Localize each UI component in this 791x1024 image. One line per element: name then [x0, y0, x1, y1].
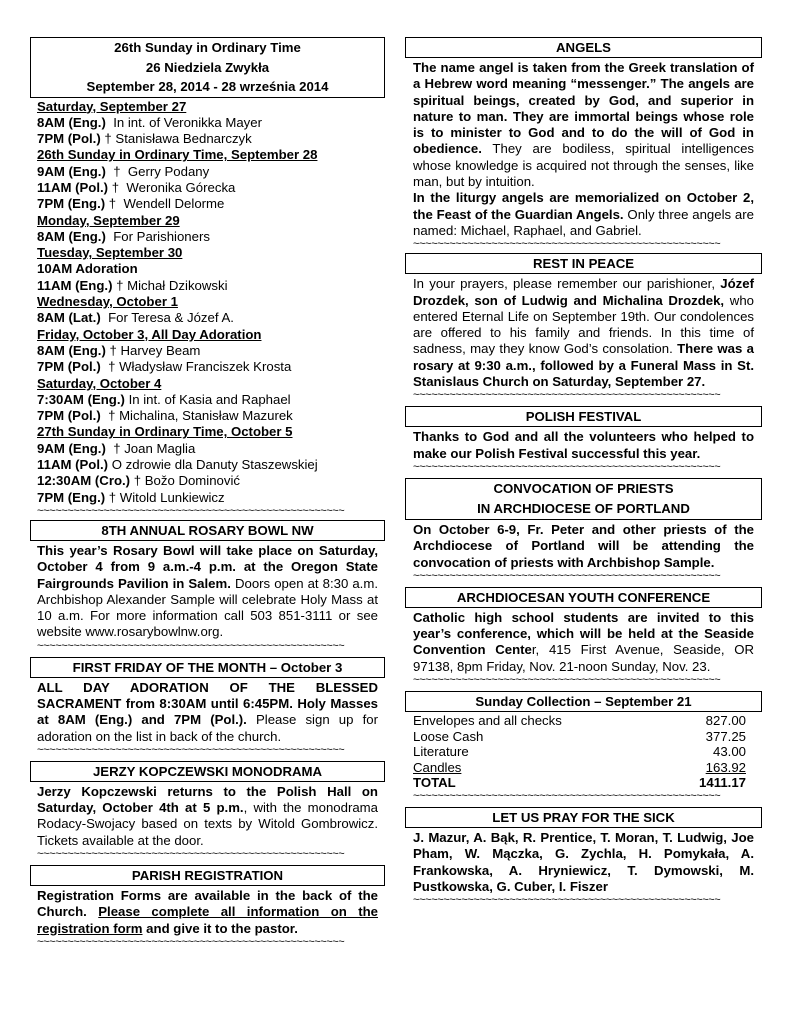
schedule-mass-entry	[37, 457, 385, 473]
schedule-mass-entry	[37, 229, 385, 245]
schedule-mass-time: 7PM (Eng.)	[37, 489, 106, 505]
schedule-day-text: 27th Sunday in Ordinary Time, October 5	[37, 424, 293, 440]
schedule-mass-time: 8AM (Eng.)	[37, 228, 106, 244]
collection-total-row	[413, 775, 754, 791]
collection-row-label: Loose Cash	[413, 728, 484, 744]
collection-table	[405, 712, 762, 791]
angels-body-2: Only three angels are named: Michael, Raphael, and Gabriel.	[413, 206, 754, 238]
schedule-mass-entry	[37, 278, 385, 294]
angels-heading: ANGELS	[405, 37, 762, 58]
schedule-mass-entry	[37, 115, 385, 131]
angels-bold: The name angel is taken from the Greek translation of a Hebrew word meaning “messenger.” The angels are spiritual beings, created by God, and superior in nature to man. They are immortal beings whose role is to minister to God and to do the will of God in obedience.	[413, 60, 754, 157]
convocation-heading	[405, 478, 762, 520]
schedule-mass-intention: For Teresa & Józef A.	[100, 310, 234, 326]
separator: ~~~~~~~~~~~~~~~~~~~~~~~~~~~~~~~~~~~~~~~~~~~~~~~~~~~	[413, 570, 721, 582]
registration-underlined: Please complete all information on the registration form	[37, 904, 379, 936]
schedule-mass-intention: O zdrowie dla Danuty Staszewskiej	[108, 457, 318, 473]
schedule-mass-intention: † Witold Lunkiewicz	[105, 489, 225, 505]
schedule-mass-time: 9AM (Eng.)	[37, 163, 106, 179]
schedule-day-text: Saturday, September 27	[37, 98, 187, 114]
schedule-mass-entry	[37, 180, 385, 196]
schedule-mass-time: 11AM (Pol.)	[37, 179, 109, 195]
polish-festival-heading: POLISH FESTIVAL	[405, 406, 762, 427]
schedule-mass-time: 11AM (Eng.)	[37, 277, 113, 293]
collection-row-amount: 43.00	[712, 744, 746, 760]
schedule-mass-time: 12:30AM (Cro.)	[37, 473, 131, 489]
schedule-mass-entry	[37, 310, 385, 326]
collection-row-amount: 377.25	[705, 728, 746, 744]
schedule-mass-time: 7PM (Pol.)	[37, 408, 101, 424]
angels-body: They are bodiless, spiritual intelligences whose knowledge is acquired not through the senses, like man, but by intuition.	[413, 141, 754, 190]
schedule-mass-entry	[37, 164, 385, 180]
collection-total-label: TOTAL	[413, 775, 456, 791]
schedule-mass-time: 9AM (Eng.)	[37, 440, 106, 456]
separator: ~~~~~~~~~~~~~~~~~~~~~~~~~~~~~~~~~~~~~~~~~~~~~~~~~~~	[413, 675, 721, 687]
rosary-bowl-bold: This year’s Rosary Bowl will take place on Saturday, October 4 from 9 a.m.-4 p.m. at the Oregon State Fairgrounds Pavilion in Salem.	[37, 542, 378, 591]
schedule-mass-time: 11AM (Pol.)	[37, 457, 109, 473]
schedule-mass-intention: In int. of Kasia and Raphael	[124, 391, 291, 407]
schedule-mass-intention: In int. of Veronikka Mayer	[105, 114, 262, 130]
mass-schedule-title-line-1: 26th Sunday in Ordinary Time	[114, 40, 301, 55]
schedule-mass-time: 7PM (Pol.)	[37, 131, 101, 147]
schedule-mass-intention: † Stanisława Bednarczyk	[100, 131, 252, 147]
youth-conference-body: r, 415 First Avenue, Seaside, OR 97138, 8pm Friday, Nov. 21-noon Sunday, Nov. 23.	[413, 642, 754, 674]
schedule-mass-entry	[37, 196, 385, 212]
schedule-mass-intention: † Joan Maglia	[105, 440, 196, 456]
rest-in-peace-bold-a: Józef Drozdek, son of Ludwig and Michalina Drozdek,	[413, 276, 754, 308]
schedule-day-heading	[37, 213, 385, 229]
schedule-mass-entry	[37, 441, 385, 457]
rosary-bowl-heading: 8TH ANNUAL ROSARY BOWL NW	[30, 520, 385, 541]
registration-bold: Registration Forms are available in the back of the Church.	[37, 888, 378, 920]
rosary-bowl-body: Doors open at 8:30 a.m. Archbishop Alexander Sample will celebrate Holy Mass at 10 a.m. For more information call 503 851-3111 or see website www.rosarybowlnw.org.	[37, 575, 378, 640]
collection-row	[413, 760, 754, 776]
schedule-mass-entry	[37, 343, 385, 359]
first-friday-body: Please sign up for adoration on the list in back of the church.	[37, 712, 378, 744]
schedule-mass-intention: † Michał Dzikowski	[112, 277, 228, 293]
pray-for-sick-text: J. Mazur, A. Bąk, R. Prentice, T. Moran, T. Ludwig, Joe Pham, W. Mączka, G. Zychla, H. Pomykała, A. Frankowska, A. Hryniewicz, T. Dymowski, M. Pustkowska, G. Cuber, I. Fiszer	[413, 829, 754, 894]
rest-in-peace-body-b: who entered Eternal Life on September 19th. Our condolences are offered to his family and friends. In this time of sadness, may they know God’s consolation.	[413, 292, 754, 357]
rest-in-peace-text	[405, 274, 762, 390]
rest-in-peace-heading: REST IN PEACE	[405, 253, 762, 274]
schedule-mass-entry	[37, 490, 385, 506]
collection-row-amount: 827.00	[705, 713, 746, 729]
separator: ~~~~~~~~~~~~~~~~~~~~~~~~~~~~~~~~~~~~~~~~~~~~~~~~~~~	[37, 744, 345, 756]
schedule-mass-intention: For Parishioners	[105, 228, 210, 244]
separator: ~~~~~~~~~~~~~~~~~~~~~~~~~~~~~~~~~~~~~~~~~~~~~~~~~~~	[37, 640, 345, 652]
schedule-mass-intention: † Božo Dominović	[130, 473, 241, 489]
schedule-mass-intention: † Harvey Beam	[105, 342, 201, 358]
schedule-mass-entry	[37, 131, 385, 147]
convocation-heading-line-2: IN ARCHDIOCESE OF PORTLAND	[477, 500, 690, 516]
separator: ~~~~~~~~~~~~~~~~~~~~~~~~~~~~~~~~~~~~~~~~~~~~~~~~~~~	[413, 461, 721, 473]
schedule-mass-entry	[37, 392, 385, 408]
collection-row	[413, 744, 754, 760]
collection-row-amount: 163.92	[705, 759, 746, 775]
mass-schedule-title-line-2: 26 Niedziela Zwykła	[145, 59, 270, 75]
schedule-mass-intention: † Władysław Franciszek Krosta	[100, 359, 292, 375]
schedule-mass-intention: † Wendell Delorme	[105, 196, 225, 212]
schedule-mass-time: 8AM (Eng.)	[37, 342, 106, 358]
separator: ~~~~~~~~~~~~~~~~~~~~~~~~~~~~~~~~~~~~~~~~~~~~~~~~~~~	[37, 849, 345, 861]
schedule-mass-intention: † Gerry Podany	[105, 163, 210, 179]
schedule-day-heading	[37, 424, 385, 440]
separator: ~~~~~~~~~~~~~~~~~~~~~~~~~~~~~~~~~~~~~~~~~~~~~~~~~~~	[413, 895, 721, 907]
schedule-mass-entry	[37, 261, 385, 277]
first-friday-heading-suffix: – October 3	[266, 659, 343, 675]
schedule-mass-entry	[37, 408, 385, 424]
schedule-mass-entry	[37, 359, 385, 375]
rosary-bowl-text	[30, 541, 385, 641]
monodrama-body: , with the monodrama Rodacy-Swojacy based on texts by Witold Gombrowicz. Tickets available at the door.	[37, 800, 379, 848]
registration-end: and give it to the pastor.	[142, 920, 298, 936]
polish-festival-text: Thanks to God and all the volunteers who helped to make our Polish Festival successful this year.	[413, 429, 754, 461]
schedule-day-text: Saturday, October 4	[37, 375, 162, 391]
collection-row-label: Literature	[413, 744, 469, 760]
rest-in-peace-bold-b: There was a rosary at 9:30 a.m., followed by a Funeral Mass in St. Stanislaus Church on Saturday, September 27.	[413, 341, 755, 390]
pray-for-sick-heading: LET US PRAY FOR THE SICK	[405, 807, 762, 828]
mass-schedule-title-line-3: September 28, 2014 - 28 września 2014	[86, 79, 329, 94]
schedule-day-text: 26th Sunday in Ordinary Time, September 28	[37, 147, 318, 163]
schedule-day-text: Monday, September 29	[37, 212, 180, 228]
schedule-mass-time: 7:30AM (Eng.)	[37, 391, 125, 407]
registration-text	[30, 886, 385, 937]
youth-conference-text	[405, 608, 762, 675]
collection-row	[413, 713, 754, 729]
schedule-day-heading	[37, 294, 385, 310]
separator: ~~~~~~~~~~~~~~~~~~~~~~~~~~~~~~~~~~~~~~~~~~~~~~~~~~~	[37, 936, 345, 948]
schedule-mass-intention: † Weronika Górecka	[108, 179, 236, 195]
registration-heading: PARISH REGISTRATION	[30, 865, 385, 886]
first-friday-heading	[30, 657, 385, 678]
schedule-day-text: Friday, October 3, All Day Adoration	[37, 326, 262, 342]
schedule-mass-time: 7PM (Pol.)	[37, 359, 101, 375]
collection-row	[413, 729, 754, 745]
angels-text	[405, 58, 762, 190]
schedule-day-heading	[37, 376, 385, 392]
schedule-day-heading	[37, 147, 385, 163]
convocation-text: On October 6-9, Fr. Peter and other priests of the Archdiocese of Portland will be attending the convocation of priests with Archbishop Sample.	[413, 521, 754, 570]
schedule-mass-intention: † Michalina, Stanisław Mazurek	[100, 408, 293, 424]
angels-bold-2: In the liturgy angels are memorialized on October 2, the Feast of the Guardian Angels.	[413, 190, 754, 222]
mass-schedule-header	[30, 37, 385, 98]
youth-conference-bold: Catholic high school students are invited to this year’s conference, which will be held at the Seaside Convention Cente	[413, 609, 754, 658]
separator: ~~~~~~~~~~~~~~~~~~~~~~~~~~~~~~~~~~~~~~~~~~~~~~~~~~~	[37, 505, 345, 517]
schedule-mass-time: 7PM (Eng.)	[37, 196, 106, 212]
collection-row-label: Candles	[413, 759, 462, 775]
convocation-heading-line-1: CONVOCATION OF PRIESTS	[493, 480, 674, 496]
left-column	[30, 37, 385, 949]
schedule-day-text: Tuesday, September 30	[37, 245, 183, 261]
right-column	[405, 37, 762, 907]
monodrama-text	[30, 782, 385, 849]
schedule-day-heading	[37, 99, 385, 115]
monodrama-heading: JERZY KOPCZEWSKI MONODRAMA	[30, 761, 385, 782]
monodrama-bold: Jerzy Kopczewski returns to the Polish Hall on Saturday, October 4th at 5 p.m.	[37, 783, 378, 816]
separator: ~~~~~~~~~~~~~~~~~~~~~~~~~~~~~~~~~~~~~~~~~~~~~~~~~~~	[413, 390, 721, 402]
schedule-day-text: Wednesday, October 1	[37, 294, 178, 310]
schedule-mass-time: 10AM Adoration	[37, 261, 138, 277]
schedule-day-heading	[37, 245, 385, 261]
collection-row-label: Envelopes and all checks	[413, 713, 562, 729]
separator: ~~~~~~~~~~~~~~~~~~~~~~~~~~~~~~~~~~~~~~~~~~~~~~~~~~~	[413, 790, 721, 802]
collection-total-amount: 1411.17	[699, 775, 746, 791]
schedule-mass-entry	[37, 473, 385, 489]
first-friday-bold: ALL DAY ADORATION OF THE BLESSED SACRAMENT from 8:30AM until 6:45PM. Holy Masses at 8AM (Eng.) and 7PM (Pol.).	[37, 679, 378, 728]
collection-heading: Sunday Collection – September 21	[405, 691, 762, 712]
schedule-day-heading	[37, 327, 385, 343]
first-friday-heading-title: FIRST FRIDAY OF THE MONTH	[72, 659, 267, 675]
separator: ~~~~~~~~~~~~~~~~~~~~~~~~~~~~~~~~~~~~~~~~~~~~~~~~~~~	[413, 239, 721, 251]
angels-text-2	[405, 190, 762, 239]
schedule-mass-time: 8AM (Lat.)	[37, 310, 101, 326]
rest-in-peace-body-a: In your prayers, please remember our parishioner,	[413, 276, 721, 292]
mass-schedule-list	[30, 99, 385, 506]
schedule-mass-time: 8AM (Eng.)	[37, 114, 106, 130]
youth-conference-heading: ARCHDIOCESAN YOUTH CONFERENCE	[405, 587, 762, 608]
first-friday-text	[30, 678, 385, 745]
